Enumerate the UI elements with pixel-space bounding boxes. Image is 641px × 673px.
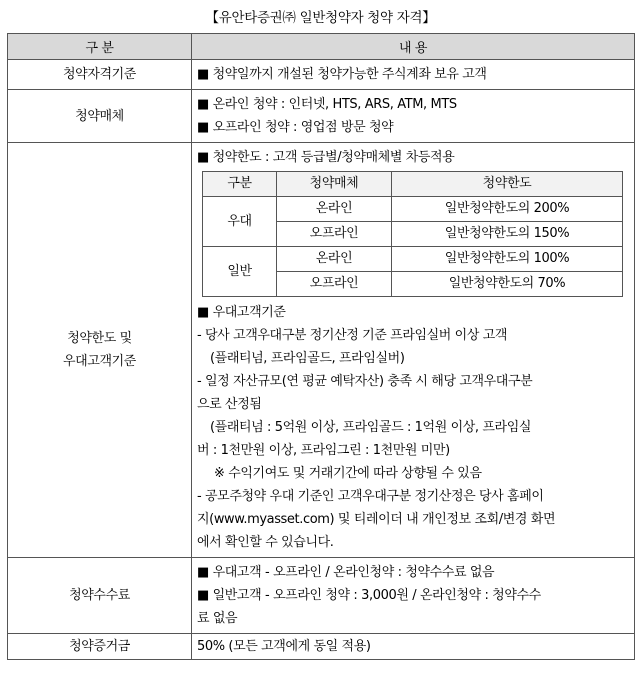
media-offline: ■ 오프라인 청약 : 영업점 방문 청약 <box>197 120 394 135</box>
subtable-header-row <box>203 172 623 197</box>
criteria-line: 으로 산정됨 <box>197 397 262 412</box>
row-qualification <box>8 60 635 90</box>
header-category: 구 분 <box>8 34 192 60</box>
header-content: 내 용 <box>192 34 635 60</box>
subtable-header-limit: 청약한도 <box>392 172 623 197</box>
media-cell: 오프라인 <box>277 222 392 247</box>
fee-line: 료 없음 <box>197 611 238 626</box>
limit-heading: ■ 청약한도 : 고객 등급별/청약매체별 차등적용 <box>197 150 455 165</box>
group-preferred: 우대 <box>203 197 277 247</box>
media-cell: 오프라인 <box>277 272 392 297</box>
limit-label-line1: 청약한도 및 <box>67 331 132 346</box>
deposit-content <box>192 634 635 660</box>
media-online: ■ 온라인 청약 : 인터넷, HTS, ARS, ATM, MTS <box>197 97 457 112</box>
limit-subtable <box>202 171 623 297</box>
subtable-row <box>203 197 623 222</box>
limit-content <box>192 143 635 558</box>
criteria-line: - 일정 자산규모(연 평균 예탁자산) 충족 시 해당 고객우대구분 <box>197 374 533 389</box>
media-label: 청약매체 <box>8 90 192 143</box>
criteria-line: (플래티넘 : 5억원 이상, 프라임골드 : 1억원 이상, 프라임실 <box>210 420 532 435</box>
fee-content <box>192 558 635 634</box>
criteria-note: ※ 수익기여도 및 거래기간에 따라 상향될 수 있음 <box>214 466 482 481</box>
limit-label-line2: 우대고객기준 <box>63 354 136 369</box>
deposit-text: 50% (모든 고객에게 동일 적용) <box>197 639 371 654</box>
subscription-qualification-table <box>7 33 635 660</box>
row-fee <box>8 558 635 634</box>
qualification-text: ■ 청약일까지 개설된 청약가능한 주식계좌 보유 고객 <box>197 67 487 82</box>
fee-label: 청약수수료 <box>8 558 192 634</box>
subtable-header-group: 구분 <box>203 172 277 197</box>
limit-cell: 일반청약한도의 70% <box>392 272 623 297</box>
limit-cell: 일반청약한도의 200% <box>392 197 623 222</box>
qualification-content <box>192 60 635 90</box>
limit-cell: 일반청약한도의 150% <box>392 222 623 247</box>
criteria-line: - 공모주청약 우대 기준인 고객우대구분 정기산정은 당사 홈페이 <box>197 489 544 504</box>
criteria-line: (플래티넘, 프라임골드, 프라임실버) <box>210 351 405 366</box>
table-header-row <box>8 34 635 60</box>
row-deposit <box>8 634 635 660</box>
row-limit <box>8 143 635 558</box>
preferred-criteria-heading: ■ 우대고객기준 <box>197 305 286 320</box>
limit-cell: 일반청약한도의 100% <box>392 247 623 272</box>
media-cell: 온라인 <box>277 247 392 272</box>
subtable-row <box>203 247 623 272</box>
limit-label <box>8 143 192 558</box>
document-title: 【유안타증권㈜ 일반청약자 청약 자격】 <box>205 10 436 26</box>
subtable-header-media: 청약매체 <box>277 172 392 197</box>
criteria-line: 버 : 1천만원 이상, 프라임그린 : 1천만원 미만) <box>197 443 450 458</box>
criteria-line: 지(www.myasset.com) 및 티레이더 내 개인정보 조회/변경 화면 <box>197 512 556 527</box>
media-content <box>192 90 635 143</box>
qualification-label: 청약자격기준 <box>8 60 192 90</box>
criteria-line: - 당사 고객우대구분 정기산정 기준 프라임실버 이상 고객 <box>197 328 508 343</box>
fee-line: ■ 우대고객 - 오프라인 / 온라인청약 : 청약수수료 없음 <box>197 565 495 580</box>
group-general: 일반 <box>203 247 277 297</box>
media-cell: 온라인 <box>277 197 392 222</box>
deposit-label: 청약증거금 <box>8 634 192 660</box>
criteria-line: 에서 확인할 수 있습니다. <box>197 535 334 550</box>
fee-line: ■ 일반고객 - 오프라인 청약 : 3,000원 / 온라인청약 : 청약수수 <box>197 588 541 603</box>
row-media <box>8 90 635 143</box>
